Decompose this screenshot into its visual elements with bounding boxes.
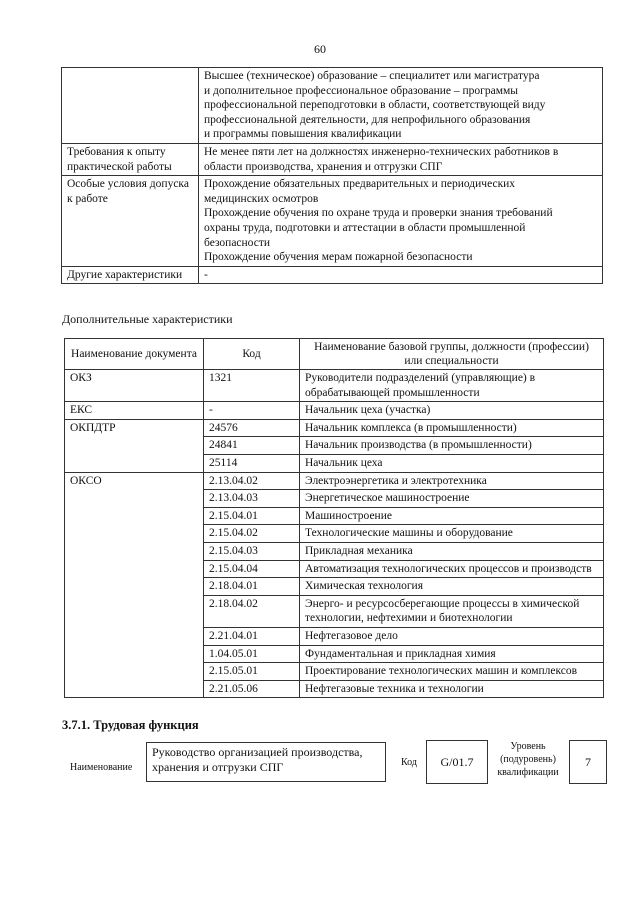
qualification-level-label: Уровень (подуровень) квалификации [497, 741, 559, 778]
additional-characteristics-table [64, 338, 604, 698]
requirement-line: Высшее (техническое) образование – специалитет или магистратура [204, 70, 540, 82]
name-label: Наименование [70, 762, 133, 773]
requirement-line: Прохождение обучения по охране труда и проверки знания требований [204, 207, 553, 220]
requirement-line: Прохождение обучения мерам пожарной безопасности [204, 251, 473, 264]
code-cell: 1.04.05.01 [204, 645, 300, 663]
group-name-cell: Нефтегазовое дело [300, 627, 604, 645]
group-name-cell: Автоматизация технологических процессов и производств [300, 560, 604, 578]
document-name-cell: ОКПДТР [65, 419, 204, 472]
requirements-row [62, 266, 603, 284]
requirement-value [199, 143, 603, 175]
requirement-value [199, 68, 603, 144]
code-cell: 2.18.04.02 [204, 595, 300, 627]
requirement-line: охраны труда, подготовки и аттестации в области промышленной [204, 221, 526, 234]
requirement-value [199, 176, 603, 267]
code-cell: 2.18.04.01 [204, 578, 300, 596]
requirement-line: Прохождение обязательных предварительных и периодических [204, 178, 516, 191]
header-code: Код [204, 339, 300, 370]
group-name-cell: Начальник цеха (участка) [300, 402, 604, 420]
group-name-cell: Энерго- и ресурсосберегающие процессы в химической технологии, нефтехимии и биотехнологии [300, 595, 604, 627]
code-cell: 2.13.04.02 [204, 472, 300, 490]
requirement-line: профессиональной переподготовки в области, соответствующей виду [204, 99, 546, 112]
table-header-row [65, 339, 604, 370]
requirement-line: безопасности [204, 236, 271, 249]
code-cell: 2.13.04.03 [204, 490, 300, 508]
group-name-cell: Машиностроение [300, 507, 604, 525]
code-cell: 1321 [204, 370, 300, 402]
code-cell: 24841 [204, 437, 300, 455]
group-name-cell: Начальник производства (в промышленности) [300, 437, 604, 455]
requirement-line: - [204, 268, 208, 281]
labor-function-heading: 3.7.1. Трудовая функция [62, 718, 199, 732]
group-name-cell: Фундаментальная и прикладная химия [300, 645, 604, 663]
requirement-label: Другие характеристики [62, 266, 199, 284]
code-cell: 2.15.05.01 [204, 663, 300, 681]
additional-characteristics-caption: Дополнительные характеристики [62, 312, 233, 326]
requirement-value [199, 266, 603, 284]
group-name-cell: Начальник комплекса (в промышленности) [300, 419, 604, 437]
labor-function-row [70, 740, 610, 790]
requirement-line: профессиональной деятельности, для непрофильного образования [204, 113, 531, 126]
group-name-cell: Начальник цеха [300, 454, 604, 472]
group-name-cell: Прикладная механика [300, 542, 604, 560]
requirements-table [61, 67, 603, 284]
table-row [65, 472, 604, 490]
qualification-level-value: 7 [569, 740, 607, 784]
code-cell: 2.15.04.01 [204, 507, 300, 525]
group-name-cell: Руководители подразделений (управляющие) в обрабатывающей промышленности [300, 370, 604, 402]
code-label: Код [401, 757, 417, 768]
requirement-line: медицинских осмотров [204, 192, 319, 205]
code-cell: 2.15.04.02 [204, 525, 300, 543]
group-name-cell: Проектирование технологических машин и комплексов [300, 663, 604, 681]
code-cell: 25114 [204, 454, 300, 472]
code-cell: 2.15.04.04 [204, 560, 300, 578]
group-name-cell: Нефтегазовые техника и технологии [300, 680, 604, 698]
requirements-row [62, 143, 603, 175]
group-name-cell: Химическая технология [300, 578, 604, 596]
code-cell: 2.21.05.06 [204, 680, 300, 698]
header-group-name: Наименование базовой группы, должности (профессии) или специальности [300, 339, 604, 370]
page-number: 60 [314, 42, 326, 56]
document-name-cell: ЕКС [65, 402, 204, 420]
requirements-row [62, 68, 603, 144]
requirement-line: и программы повышения квалификации [204, 128, 402, 141]
labor-function-name: Руководство организацией производства, хранения и отгрузки СПГ [146, 742, 386, 782]
group-name-cell: Энергетическое машиностроение [300, 490, 604, 508]
requirement-label [62, 68, 199, 144]
requirement-label: Особые условия допуска к работе [62, 176, 199, 267]
group-name-cell: Технологические машины и оборудование [300, 525, 604, 543]
table-row [65, 370, 604, 402]
requirements-row [62, 176, 603, 267]
code-cell: 24576 [204, 419, 300, 437]
requirement-line: и дополнительное профессиональное образование – программы [204, 84, 519, 97]
requirement-line: Не менее пяти лет на должностях инженерно-технических работников в [204, 145, 559, 158]
code-cell: - [204, 402, 300, 420]
table-row [65, 402, 604, 420]
group-name-cell: Электроэнергетика и электротехника [300, 472, 604, 490]
labor-function-code: G/01.7 [426, 740, 488, 784]
document-name-cell: ОКЗ [65, 370, 204, 402]
code-cell: 2.21.04.01 [204, 627, 300, 645]
requirement-line: области производства, хранения и отгрузки СПГ [204, 160, 443, 173]
requirement-label: Требования к опыту практической работы [62, 143, 199, 175]
header-document-name: Наименование документа [65, 339, 204, 370]
document-name-cell: ОКСО [65, 472, 204, 698]
code-cell: 2.15.04.03 [204, 542, 300, 560]
table-row [65, 419, 604, 437]
